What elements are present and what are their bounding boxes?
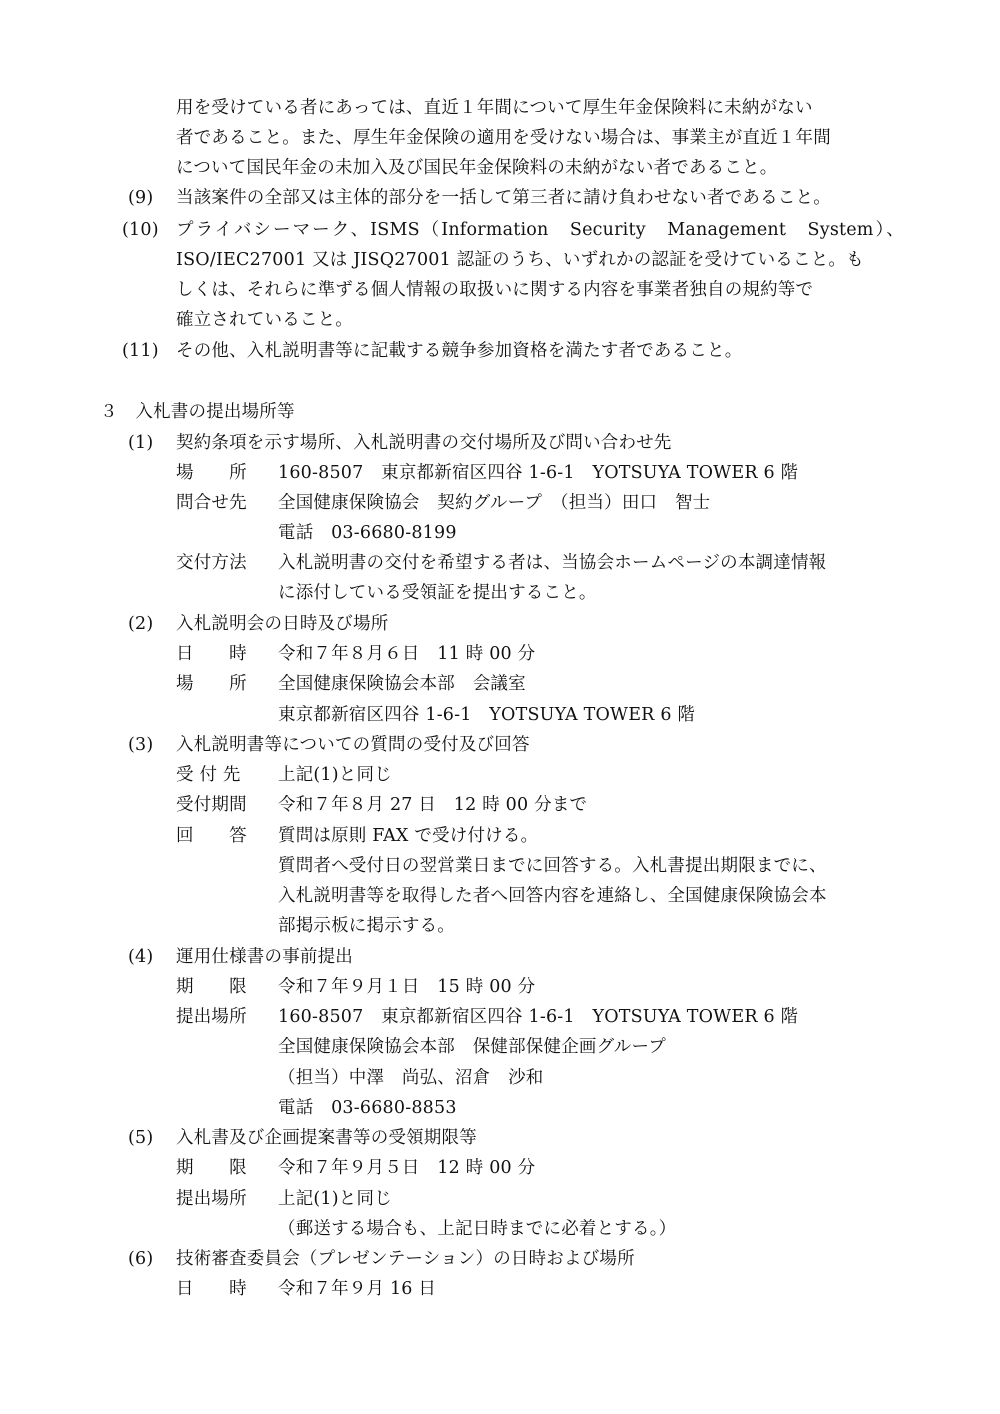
item-title: 契約条項を示す場所、入札説明書の交付場所及び問い合わせ先 [176,433,672,453]
item-title: 技術審査委員会（プレゼンテーション）の日時および場所 [176,1249,635,1269]
item-number: (5) [128,1128,154,1148]
field-value: 160-8507 東京都新宿区四谷 1-6-1 YOTSUYA TOWER 6 階 [278,1007,799,1027]
item-number: (1) [128,433,154,453]
field-label: 期 限 [176,977,247,997]
field-value: 全国健康保険協会 契約グループ （担当）田口 智士 [278,493,711,513]
item-number: (11) [122,341,159,361]
field-label: 提出場所 [176,1189,247,1209]
field-value: に添付している受領証を提出すること。 [278,583,597,603]
section-heading: ３ 入札書の提出場所等 [100,402,295,422]
field-label: 交付方法 [176,553,247,573]
item-text: 当該案件の全部又は主体的部分を一括して第三者に請け負わせない者であること。 [176,188,831,208]
field-value: 部掲示板に掲示する。 [278,916,455,936]
item-text: その他、入札説明書等に記載する競争参加資格を満たす者であること。 [176,341,743,361]
item-text: プライバシーマーク、ISMS（Information Security Management System）、 [176,220,904,240]
item-text: しくは、それらに準ずる個人情報の取扱いに関する内容を事業者独自の規約等で [176,280,814,300]
field-value: 質問は原則 FAX で受け付ける。 [278,826,539,846]
field-value: 令和７年９月１日 15 時 00 分 [278,977,536,997]
field-label: 提出場所 [176,1007,247,1027]
field-value: 令和７年８月６日 11 時 00 分 [278,644,536,664]
field-value: 全国健康保険協会本部 保健部保健企画グループ [278,1037,666,1057]
field-value: 電話 03-6680-8853 [278,1098,457,1118]
item-title: 入札説明書等についての質問の受付及び回答 [176,735,530,755]
field-label: 受 付 先 [176,765,241,785]
field-label: 場 所 [176,674,247,694]
field-label: 日 時 [176,1279,247,1299]
field-value: 質問者へ受付日の翌営業日までに回答する。入札書提出期限までに、 [278,856,827,876]
field-label: 期 限 [176,1158,247,1178]
field-value: 令和７年９月 16 日 [278,1279,437,1299]
field-label: 問合せ先 [176,493,247,513]
field-value: 入札説明書等を取得した者へ回答内容を連絡し、全国健康保険協会本 [278,886,827,906]
item-title: 運用仕様書の事前提出 [176,947,353,967]
field-value: 令和７年９月５日 12 時 00 分 [278,1158,536,1178]
field-value: 上記(1)と同じ [278,765,392,785]
item-number: (3) [128,735,154,755]
body-line: について国民年金の未加入及び国民年金保険料の未納がない者であること。 [176,158,778,178]
field-value: （担当）中澤 尚弘、沼倉 沙和 [278,1068,544,1088]
item-number: (2) [128,614,154,634]
field-label: 場 所 [176,463,247,483]
field-value: 上記(1)と同じ [278,1189,392,1209]
field-value: 160-8507 東京都新宿区四谷 1-6-1 YOTSUYA TOWER 6 階 [278,463,799,483]
item-title: 入札説明会の日時及び場所 [176,614,389,634]
field-value: 東京都新宿区四谷 1-6-1 YOTSUYA TOWER 6 階 [278,705,696,725]
body-line: 用を受けている者にあっては、直近１年間について厚生年金保険料に未納がない [176,98,813,118]
item-title: 入札書及び企画提案書等の受領期限等 [176,1128,477,1148]
item-text: ISO/IEC27001 又は JISQ27001 認証のうち、いずれかの認証を受けていること。も [176,250,864,270]
item-number: (6) [128,1249,154,1269]
field-value: 全国健康保険協会本部 会議室 [278,674,526,694]
field-value: 令和７年８月 27 日 12 時 00 分まで [278,795,588,815]
body-line: 者であること。また、厚生年金保険の適用を受けない場合は、事業主が直近１年間 [176,128,831,148]
field-value: （郵送する場合も、上記日時までに必着とする。） [278,1219,677,1239]
field-label: 日 時 [176,644,247,664]
item-number: (9) [128,188,154,208]
field-value: 電話 03-6680-8199 [278,523,457,543]
field-label: 受付期間 [176,795,247,815]
item-number: (10) [122,220,159,240]
field-label: 回 答 [176,826,247,846]
item-number: (4) [128,947,154,967]
item-text: 確立されていること。 [176,310,353,330]
field-value: 入札説明書の交付を希望する者は、当協会ホームページの本調達情報 [278,553,827,573]
